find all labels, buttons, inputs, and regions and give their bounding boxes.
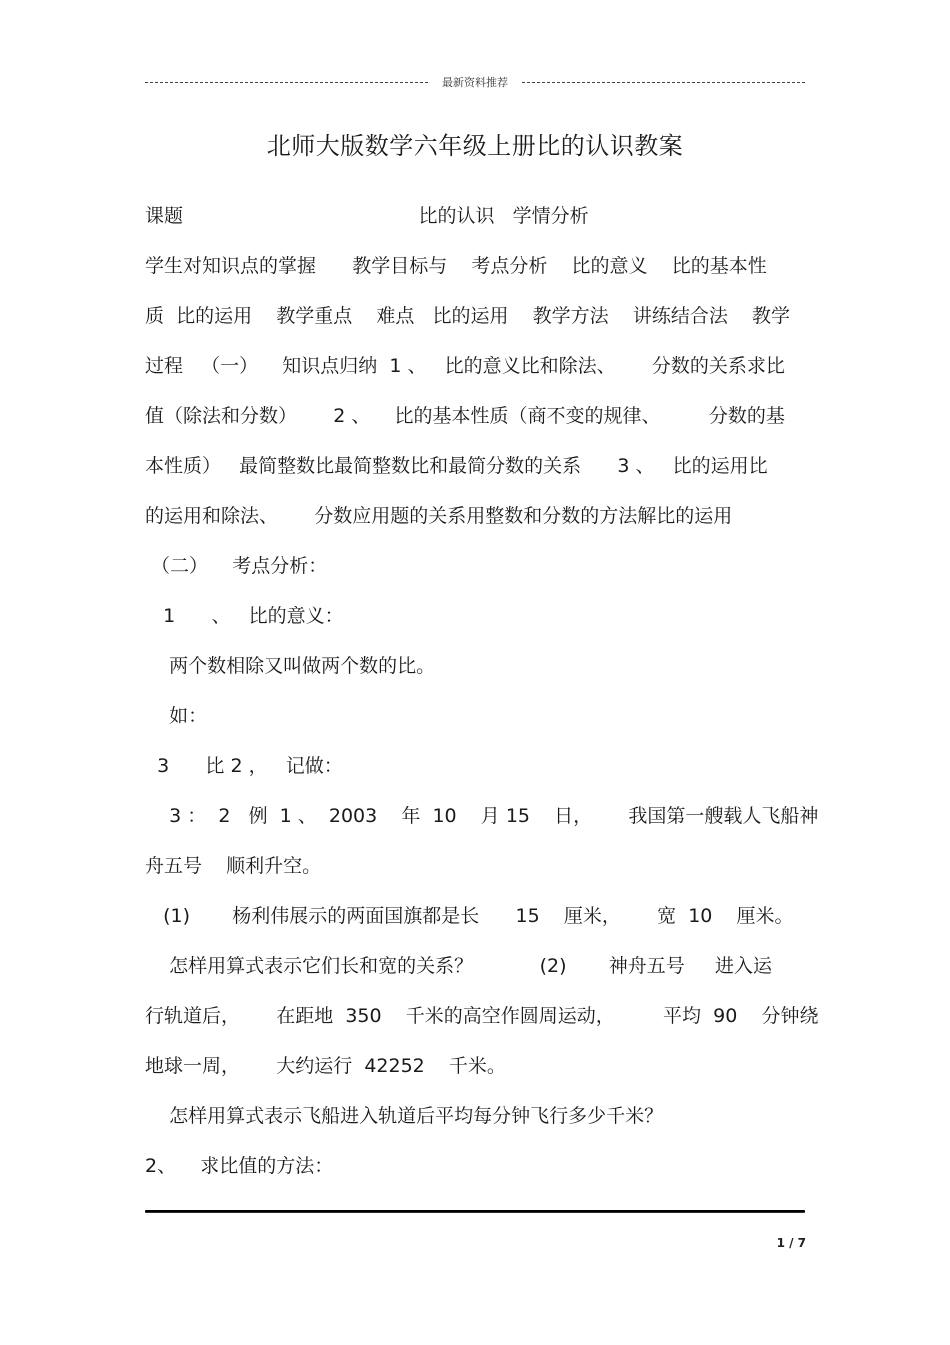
header-dash-right [522,82,805,83]
header-dash-left [145,82,428,83]
body-line: 质 比的运用 教学重点 难点 比的运用 教学方法 讲练结合法 教学 [145,305,790,327]
body-line: 3 比 2 ， 记做： [145,755,343,777]
body-line: 怎样用算式表示飞船进入轨道后平均每分钟飞行多少千米？ [145,1105,664,1127]
body-line: 本性质） 最简整数比最简整数比和最简分数的关系 3 、 比的运用比 [145,455,768,477]
body-line: （二） 考点分析： [145,555,328,577]
body-line: 3 ： 2 例 1 、 2003 年 10 月 15 日， 我国第一艘载人飞船神 [145,805,819,827]
body-line: 过程 （一） 知识点归纳 1 、 比的意义比和除法、 分数的关系求比 [145,355,785,377]
document-title: 北师大版数学六年级上册比的认识教案 [266,132,684,160]
body-line: 2、 求比值的方法： [145,1155,334,1177]
body-line: 的运用和除法、 分数应用题的关系用整数和分数的方法解比的运用 [145,505,733,527]
footer-rule [145,1210,805,1213]
body-line: 值（除法和分数） 2 、 比的基本性质（商不变的规律、 分数的基 [145,405,785,427]
body-line: 1 、 比的意义： [145,605,344,627]
page-header [145,72,805,92]
body-line: 如： [145,705,208,727]
body-line: 课题 比的认识 学情分析 [145,205,589,227]
body-line: 两个数相除又叫做两个数的比。 [145,655,436,677]
page-number: 1 / 7 [776,1236,806,1250]
body-line: 地球一周， 大约运行 42252 千米。 [145,1055,506,1077]
body-line: 怎样用算式表示它们长和宽的关系？ (2) 神舟五号 进入运 [145,955,772,977]
body-line: 行轨道后， 在距地 350 千米的高空作圆周运动， 平均 90 分钟绕 [145,1005,819,1027]
header-text: 最新资料推荐 [442,76,508,89]
body-line: 学生对知识点的掌握 教学目标与 考点分析 比的意义 比的基本性 [145,255,767,277]
body-line: 舟五号 顺利升空。 [145,855,322,877]
body-line: (1) 杨利伟展示的两面国旗都是长 15 厘米， 宽 10 厘米。 [145,905,794,927]
